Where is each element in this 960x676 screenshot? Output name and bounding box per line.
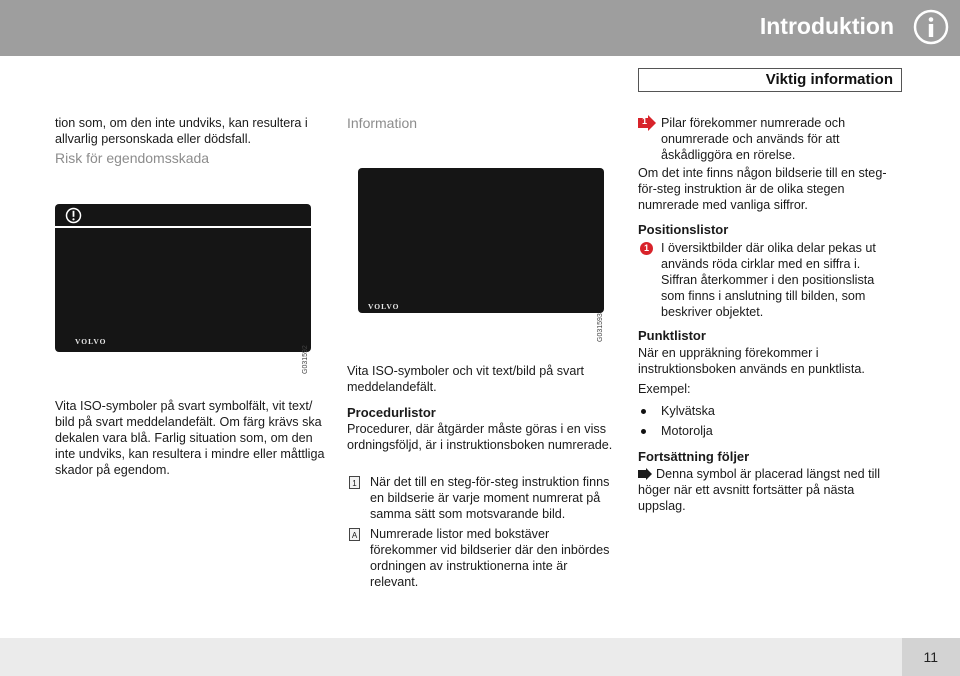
col1-caption: Vita ISO-symboler på svart symbolfält, vit text/ bild på svart meddelandefält. Om färg krävs ska dekalen vara blå. Farlig situation som, om den inte undviks, kan resultera i mindre eller måttliga skador på egendom.: [55, 399, 325, 477]
bullet-item: Motorolja: [661, 424, 713, 438]
col2-caption: Vita ISO-symboler och vit text/bild på svart meddelandefält.: [347, 364, 585, 394]
arrow-number: 1: [642, 116, 648, 126]
red-position-circle-icon: 1: [640, 242, 653, 255]
step-number-text: När det till en steg-för-steg instruktion finns en bildserie är varje moment numrerat på samma sätt som motsvarande bild.: [370, 475, 610, 521]
figure-code: G031593: [597, 313, 604, 342]
position-list-heading: Positionslistor: [638, 222, 729, 237]
section-title: Viktig information: [765, 71, 893, 88]
arrow-text: Pilar förekommer numrerade och onumrerade och används för att åskådliggöra en rörelse.: [661, 116, 846, 162]
bullet-dot-icon: [641, 429, 646, 434]
bullet-item: Kylvätska: [661, 404, 715, 418]
procedure-text: Procedurer, där åtgärder måste göras i en viss ordningsföljd, är i instruktionsboken numrerade.: [347, 422, 613, 452]
warning-label-illustration: [55, 204, 311, 352]
warning-exclamation-icon: [65, 207, 82, 224]
procedure-heading: Procedurlistor: [347, 405, 436, 420]
figure-code: G031592: [302, 345, 309, 374]
continue-heading: Fortsättning följer: [638, 449, 750, 464]
col1-heading: Risk för egendomsskada: [55, 150, 210, 166]
chapter-title: Introduktion: [759, 13, 894, 39]
section-title-bar: [638, 68, 902, 92]
bullet-dot-icon: [641, 409, 646, 414]
position-list-text: I översiktbilder där olika delar pekas ut används röda cirklar med en siffra i. Siffran återkommer i den positionslista som finns i anslutning till bilden, som beskriver objektet.: [661, 241, 876, 319]
step-letter-badge: A: [349, 528, 360, 541]
col1-intro-text: tion som, om den inte undviks, kan resultera i allvarlig personskada eller dödsfall.: [55, 116, 308, 146]
bullet-list-heading: Punktlistor: [638, 328, 706, 343]
col2-heading: Information: [347, 115, 418, 131]
step-number-badge: 1: [349, 476, 360, 489]
volvo-logo: VOLVO: [75, 337, 107, 346]
page-header: [0, 0, 960, 56]
page-number-box: [902, 638, 960, 676]
info-label-illustration: [358, 168, 604, 313]
step-letter-text: Numrerade listor med bokstäver förekommer vid bildserier där den inbördes ordningen av instruktionerna inte är relevant.: [370, 527, 610, 589]
volvo-logo: VOLVO: [368, 302, 400, 311]
continue-text: Denna symbol är placerad längst ned till höger när ett avsnitt fortsätter på nästa uppslag.: [638, 467, 881, 513]
info-icon: [913, 9, 949, 45]
example-label: Exempel:: [638, 382, 691, 396]
page-footer: [0, 638, 960, 676]
bullet-list-text: När en uppräkning förekommer i instruktionsboken används en punktlista.: [638, 346, 865, 376]
page-number: 11: [923, 649, 938, 665]
col3-steps-text: Om det inte finns någon bildserie till en steg-för-steg instruktion är de olika stegen numrerade med vanliga siffror.: [638, 166, 887, 212]
